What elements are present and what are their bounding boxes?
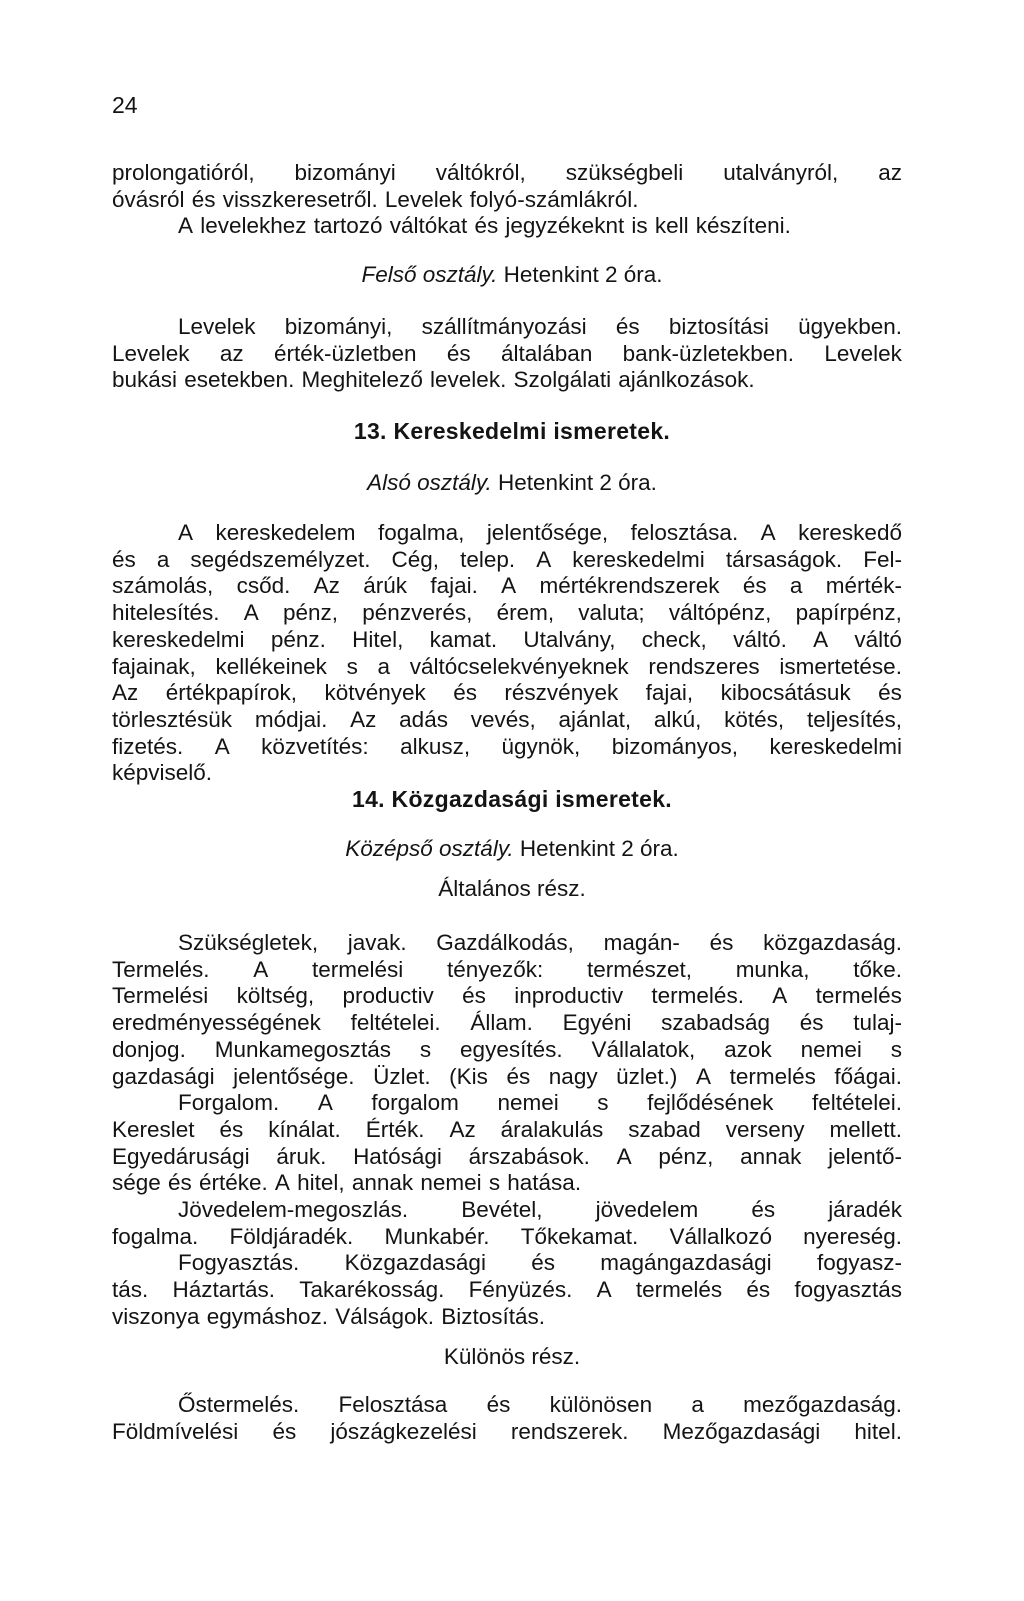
paragraph-primary-production (112, 1392, 902, 1445)
general-part-title: Általános rész. (438, 876, 586, 901)
paragraph-economics (112, 930, 902, 1331)
text-line: gazdasági jelentősége. Üzlet. (Kis és nagy üzlet.) A termelés főágai. (112, 1063, 902, 1089)
text-line: Levelek bizományi, szállítmányozási és biztosítási ügyekben. (178, 314, 902, 339)
class-name: Felső osztály. (361, 262, 498, 287)
text-line: képviselő. (112, 760, 213, 786)
section-13-heading: 13. Kereskedelmi ismeretek. (353, 418, 671, 444)
text-line: Termelési költség, productiv és inproductiv termelés. A termelés (112, 983, 902, 1009)
text-line: bukási esetekben. Meghitelező levelek. Szolgálati ajánlkozások. (112, 367, 755, 393)
upper-class-line (0, 262, 1024, 289)
class-hours: Hetenkint 2 óra. (498, 470, 657, 495)
text-line: Levelek az érték-üzletben és általában bank-üzletekben. Levelek (112, 340, 902, 366)
text-line: Az értékpapírok, kötvények és részvények fajai, kibocsátásuk és (112, 680, 902, 706)
text-line: számolás, csőd. Az árúk fajai. A mértékrendszerek és a mérték- (112, 573, 902, 599)
text-line: viszonya egymáshoz. Válságok. Biztosítás. (112, 1303, 546, 1329)
special-part-title: Különös rész. (443, 1344, 581, 1369)
text-line: prolongatióról, bizományi váltókról, szükségbeli utalványról, az (112, 160, 902, 185)
text-line: törlesztésük módjai. Az adás vevés, ajánlat, alkú, kötés, teljesítés, (112, 706, 902, 732)
text-line: sége és értéke. A hitel, annak nemei s hatása. (112, 1170, 582, 1196)
text-line: fajainak, kellékeinek s a váltócselekvényeknek rendszeres ismertetése. (112, 653, 902, 679)
section-14-heading: 14. Közgazdasági ismeretek. (351, 786, 672, 812)
text-line: tás. Háztartás. Takarékosság. Fényüzés. A termelés és fogyasztás (112, 1277, 902, 1303)
text-line: Fogyasztás. Közgazdasági és magángazdasági fogyasz- (178, 1250, 902, 1276)
text-line: A kereskedelem fogalma, jelentősége, felosztása. A kereskedő (178, 520, 902, 545)
text-line: Forgalom. A forgalom nemei s fejlődésének feltételei. (178, 1090, 902, 1116)
text-line: kereskedelmi pénz. Hitel, kamat. Utalvány, check, váltó. A váltó (112, 626, 902, 652)
text-line: hitelesítés. A pénz, pénzverés, érem, valuta; váltópénz, papírpénz, (112, 600, 902, 626)
paragraph-letters-continued (112, 160, 902, 240)
text-line: Szükségletek, javak. Gazdálkodás, magán- és közgazdaság. (178, 930, 902, 955)
text-line: és a segédszemélyzet. Cég, telep. A kereskedelmi társaságok. Fel- (112, 546, 902, 572)
page-number: 24 (112, 92, 138, 118)
text-line: Kereslet és kínálat. Érték. Az áralakulás szabad verseny mellett. (112, 1116, 902, 1142)
class-name: Középső osztály. (345, 836, 514, 861)
text-line: donjog. Munkamegosztás s egyesítés. Vállalatok, azok nemei s (112, 1036, 902, 1062)
middle-class-line (0, 836, 1024, 863)
text-line: fogalma. Földjáradék. Munkabér. Tőkekamat. Vállalkozó nyereség. (112, 1223, 902, 1249)
text-line: eredményességének feltételei. Állam. Egyéni szabadság és tulaj- (112, 1010, 902, 1036)
class-hours: Hetenkint 2 óra. (503, 262, 663, 287)
paragraph-upper-class (112, 314, 902, 394)
text-line: Földmívelési és jószágkezelési rendszerek. Mezőgazdasági hitel. (112, 1418, 902, 1444)
text-line: Egyedárusági áruk. Hatósági árszabások. A pénz, annak jelentő- (112, 1143, 902, 1169)
text-line: Termelés. A termelési tényezők: természet, munka, tőke. (112, 956, 902, 982)
text-line: Jövedelem-megoszlás. Bevétel, jövedelem és járadék (178, 1197, 902, 1223)
lower-class-line (0, 470, 1024, 497)
text-line: óvásról és visszkeresetről. Levelek folyó-számlákról. (112, 186, 639, 212)
paragraph-commerce (112, 520, 902, 787)
text-line: fizetés. A közvetítés: alkusz, ügynök, bizományos, kereskedelmi (112, 733, 902, 759)
text-line: A levelekhez tartozó váltókat és jegyzékeknt is kell készíteni. (178, 213, 791, 239)
class-name: Alsó osztály. (367, 470, 492, 495)
text-line: Őstermelés. Felosztása és különösen a mezőgazdaság. (178, 1392, 902, 1417)
class-hours: Hetenkint 2 óra. (519, 836, 679, 861)
